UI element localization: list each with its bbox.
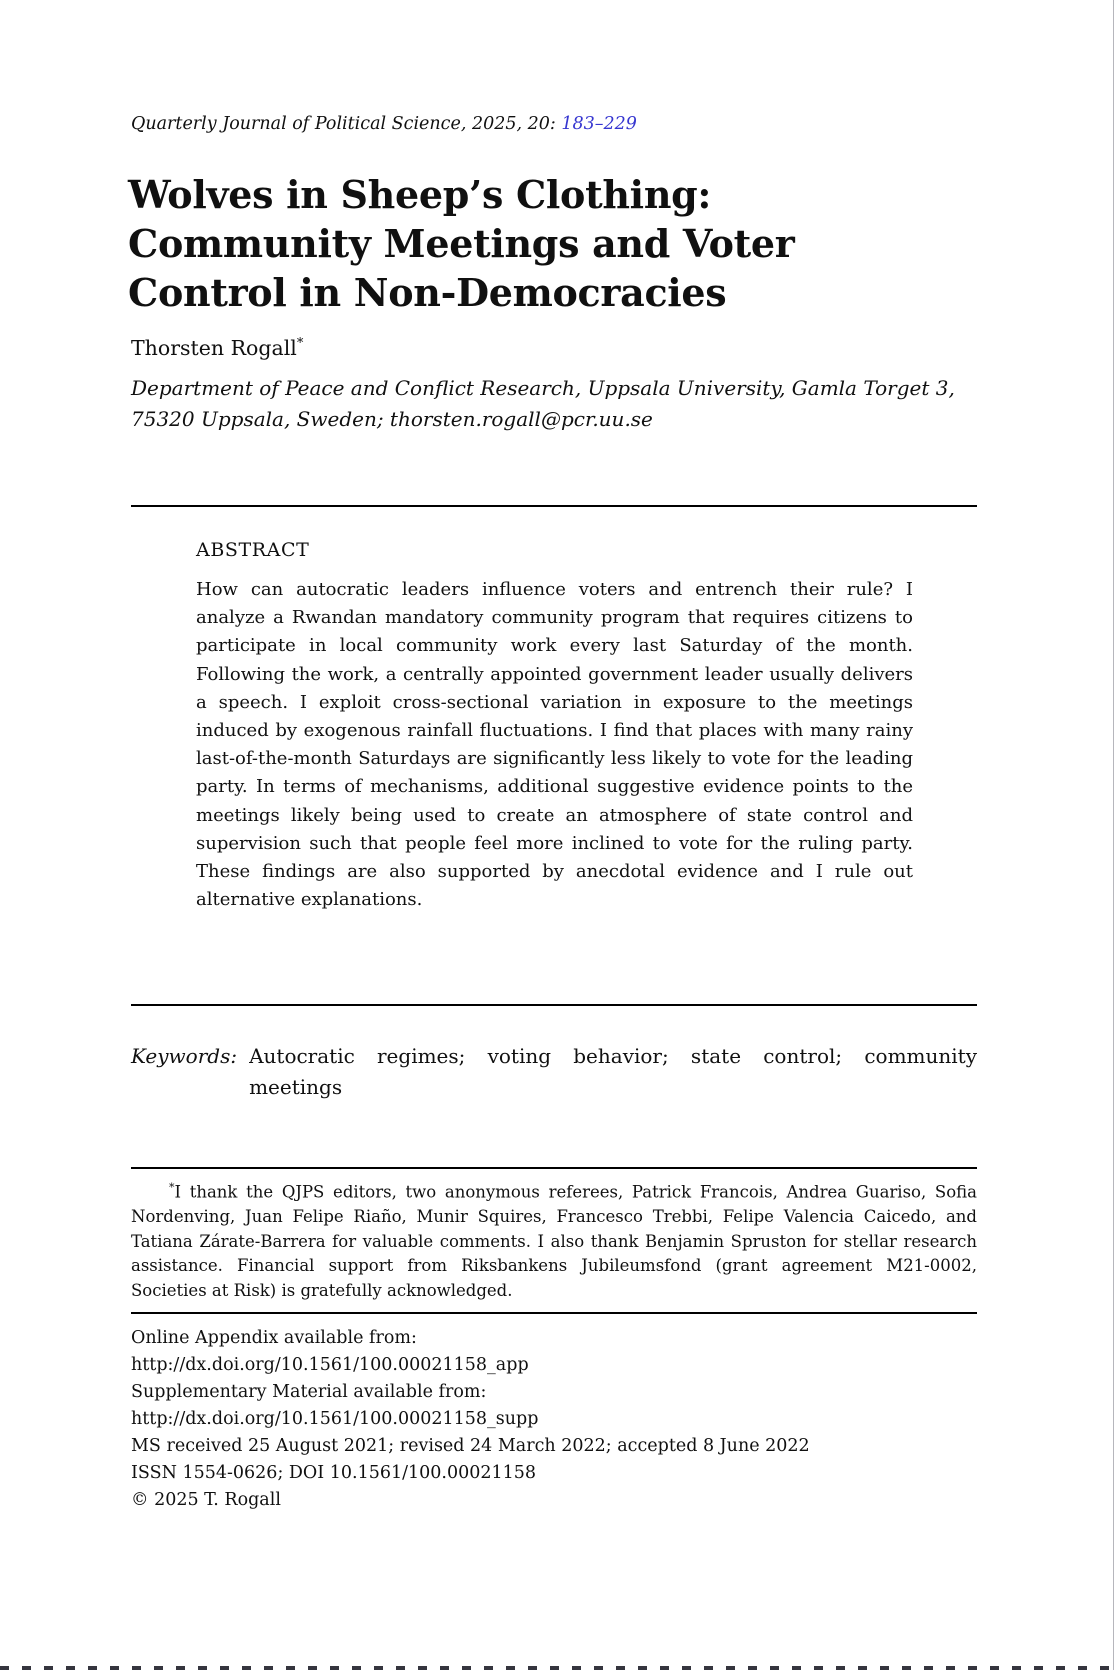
supplementary-url: http://dx.doi.org/10.1561/100.00021158_supp	[131, 1409, 539, 1429]
keywords-block	[131, 1041, 977, 1102]
issn-doi-line: ISSN 1554-0626; DOI 10.1561/100.00021158	[131, 1463, 537, 1483]
availability-block	[131, 1325, 1001, 1514]
author-affiliation: Department of Peace and Conflict Research, Uppsala University, Gamla Torget 3, 75320 Uppsala, Sweden; thorsten.rogall@pcr.uu.se	[131, 376, 955, 431]
author-footnote-marker: *	[296, 336, 304, 352]
page-right-edge	[1113, 0, 1115, 1670]
author-line	[131, 336, 303, 360]
footnote-rule	[131, 1167, 977, 1169]
online-appendix-url: http://dx.doi.org/10.1561/100.00021158_app	[131, 1355, 529, 1375]
online-appendix-label: Online Appendix available from:	[131, 1328, 417, 1348]
divider-top	[131, 505, 977, 507]
author-name: Thorsten Rogall	[131, 336, 297, 360]
divider-abstract-bottom	[131, 1004, 977, 1006]
next-page-text-edge	[0, 1666, 1116, 1670]
supplementary-label: Supplementary Material available from:	[131, 1382, 487, 1402]
paper-title-line-3: Control in Non-Democracies	[128, 270, 727, 315]
abstract-heading: ABSTRACT	[196, 539, 310, 561]
journal-name-volume: Quarterly Journal of Political Science, 2025, 20:	[131, 114, 562, 134]
availability-rule	[131, 1312, 977, 1314]
keywords-label: Keywords:	[131, 1044, 238, 1068]
acknowledgements-footnote	[131, 1176, 977, 1303]
keywords-text: Autocratic regimes; voting behavior; state control; community meetings	[249, 1044, 977, 1099]
copyright-line: © 2025 T. Rogall	[131, 1490, 281, 1510]
paper-title	[128, 170, 988, 317]
ms-dates-line: MS received 25 August 2021; revised 24 March 2022; accepted 8 June 2022	[131, 1436, 810, 1456]
footnote-text: I thank the QJPS editors, two anonymous referees, Patrick Francois, Andrea Guariso, Sofia Nordenving, Juan Felipe Riaño, Munir Squires, Francesco Trebbi, Felipe Valencia Caicedo, and Tatiana Zárate-Barrera for valuable comments. I also thank Benjamin Spruston for stellar research assistance. Financial support from Riksbankens Jubileumsfond (grant agreement M21-0002, Societies at Risk) is gratefully acknowledged.	[131, 1182, 977, 1300]
page-range-link[interactable]: 183–229	[561, 114, 637, 134]
abstract-body: How can autocratic leaders influence voters and entrench their rule? I analyze a Rwandan mandatory community program that requires citizens to participate in local community work every last Saturday of the month. Following the work, a centrally appointed government leader usually delivers a speech. I exploit cross-sectional variation in exposure to the meetings induced by exogenous rainfall fluctuations. I find that places with many rainy last-of-the-month Saturdays are significantly less likely to vote for the leading party. In terms of mechanisms, additional suggestive evidence points to the meetings likely being used to create an atmosphere of state control and supervision such that people feel more inclined to vote for the ruling party. These findings are also supported by anecdotal evidence and I rule out alternative explanations.	[196, 579, 913, 911]
journal-header	[131, 114, 637, 134]
paper-title-line-2: Community Meetings and Voter	[128, 221, 795, 266]
footnote-marker: *	[169, 1181, 175, 1194]
paper-title-line-1: Wolves in Sheep’s Clothing:	[128, 172, 712, 217]
